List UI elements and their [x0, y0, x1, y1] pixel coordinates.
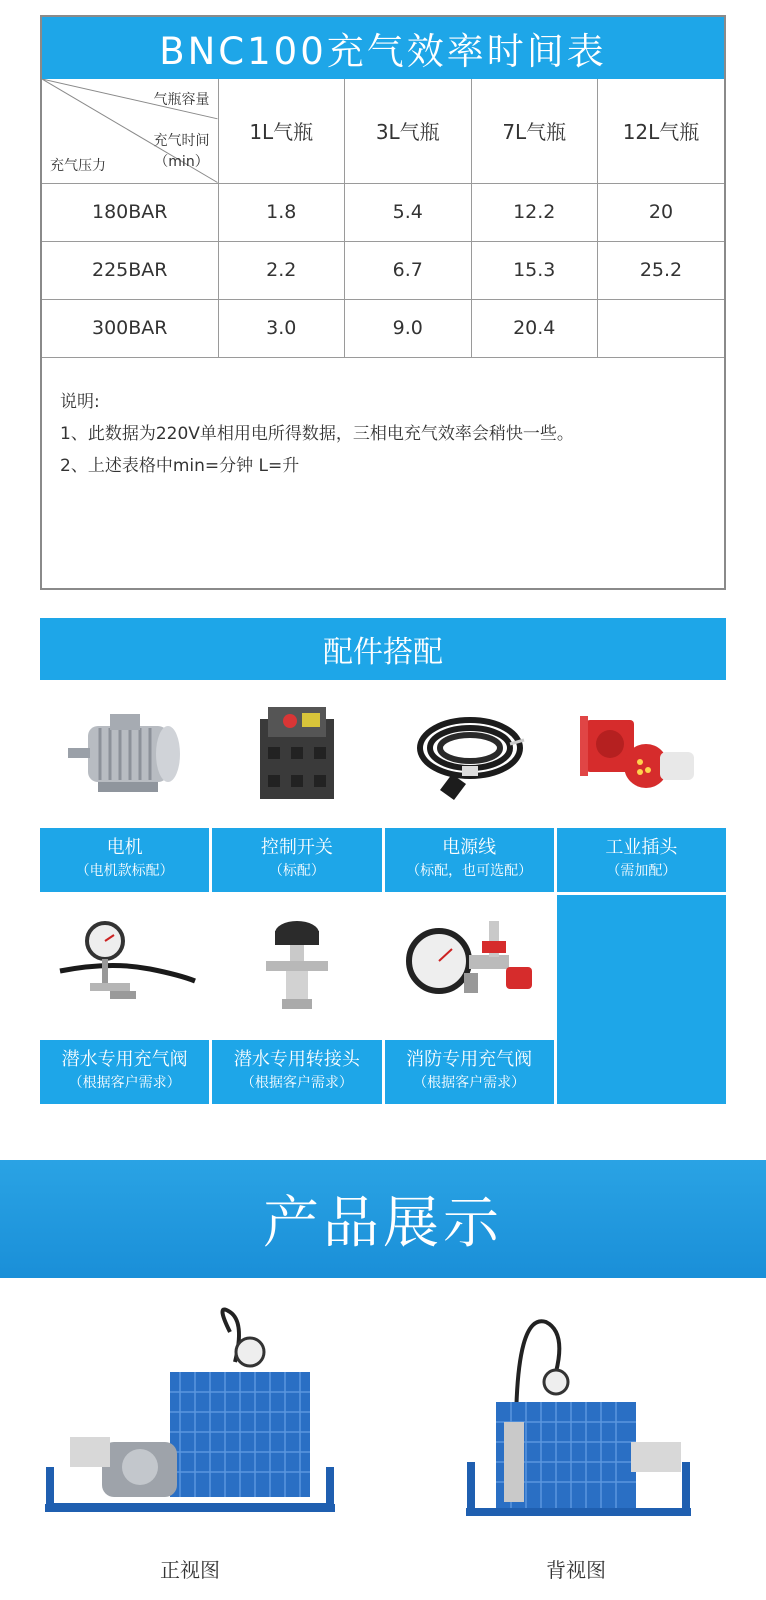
- table-corner-cell: [42, 79, 218, 183]
- table-row: [42, 241, 724, 299]
- accessories-title: 配件搭配: [323, 635, 443, 670]
- table-header-row: [42, 79, 724, 183]
- accessory-note: （电机款标配）: [75, 863, 174, 879]
- accessory-item: [385, 683, 554, 892]
- column-header: 12L气瓶: [598, 79, 725, 183]
- column-header: 3L气瓶: [345, 79, 472, 183]
- accessory-item: [212, 895, 381, 1104]
- table-cell: 2.2: [218, 241, 345, 299]
- diving-fill-valve-icon: [50, 911, 200, 1021]
- column-header: 1L气瓶: [218, 79, 345, 183]
- row-pressure: 300BAR: [42, 299, 218, 357]
- motor-icon: [60, 704, 190, 804]
- table-cell: 1.8: [218, 183, 345, 241]
- table-cell: [598, 299, 725, 357]
- table-cell: 9.0: [345, 299, 472, 357]
- table-cell: 25.2: [598, 241, 725, 299]
- accessory-name: 潜水专用充气阀: [61, 1049, 188, 1070]
- accessory-name: 电源线: [442, 837, 497, 858]
- fire-fill-valve-icon: [394, 911, 544, 1021]
- front-view-caption: 正视图: [160, 1558, 220, 1582]
- accessory-note: （根据客户需求）: [413, 1075, 526, 1091]
- efficiency-table-section: [40, 15, 726, 590]
- compressor-front-icon: [30, 1292, 350, 1542]
- table-cell: 20.4: [471, 299, 598, 357]
- accessory-name: 工业插头: [605, 837, 678, 858]
- accessories-section: [40, 618, 726, 1102]
- product-display-banner: 产品展示: [0, 1160, 766, 1278]
- efficiency-table: [42, 79, 724, 358]
- compressor-back-icon: [416, 1292, 736, 1542]
- accessory-name: 消防专用充气阀: [406, 1049, 533, 1070]
- product-front-view: [0, 1292, 380, 1582]
- row-pressure: 225BAR: [42, 241, 218, 299]
- table-cell: 12.2: [471, 183, 598, 241]
- back-view-caption: 背视图: [546, 1558, 606, 1582]
- table-cell: 5.4: [345, 183, 472, 241]
- notes-block: [42, 358, 724, 482]
- table-cell: 3.0: [218, 299, 345, 357]
- industrial-plug-icon: [576, 704, 706, 804]
- accessory-name: 潜水专用转接头: [233, 1049, 360, 1070]
- table-cell: 20: [598, 183, 725, 241]
- accessory-name: 电机: [106, 837, 143, 858]
- accessory-item: [557, 683, 726, 892]
- accessory-note: （根据客户需求）: [240, 1075, 353, 1091]
- diving-adapter-icon: [242, 911, 352, 1021]
- table-row: [42, 299, 724, 357]
- notes-line-2: 2、上述表格中min=分钟 L=升: [60, 455, 300, 476]
- notes-heading: 说明:: [60, 391, 100, 412]
- accessory-item: [40, 683, 209, 892]
- accessory-item: [40, 895, 209, 1104]
- accessory-note: （根据客户需求）: [68, 1075, 181, 1091]
- corner-label-capacity: 气瓶容量: [153, 92, 210, 108]
- table-cell: 6.7: [345, 241, 472, 299]
- row-pressure: 180BAR: [42, 183, 218, 241]
- accessory-note: （标配）: [268, 863, 325, 879]
- product-back-view: [386, 1292, 766, 1582]
- accessory-item: [385, 895, 554, 1104]
- column-header: 7L气瓶: [471, 79, 598, 183]
- accessories-grid: [40, 680, 726, 1104]
- accessory-note: （需加配）: [606, 863, 677, 879]
- accessory-note: （标配，也可选配）: [406, 863, 533, 879]
- corner-label-time: 充气时间 （min）: [153, 133, 210, 170]
- table-row: [42, 183, 724, 241]
- accessory-item: [212, 683, 381, 892]
- table-title: BNC100充气效率时间表: [42, 17, 724, 79]
- table-cell: 15.3: [471, 241, 598, 299]
- power-cord-icon: [404, 704, 534, 804]
- accessory-name: 控制开关: [260, 837, 333, 858]
- corner-label-pressure: 充气压力: [50, 157, 106, 174]
- control-switch-icon: [242, 699, 352, 809]
- accessory-item-empty: [557, 895, 726, 1104]
- notes-line-1: 1、此数据为220V单相用电所得数据，三相电充气效率会稍快一些。: [60, 423, 574, 444]
